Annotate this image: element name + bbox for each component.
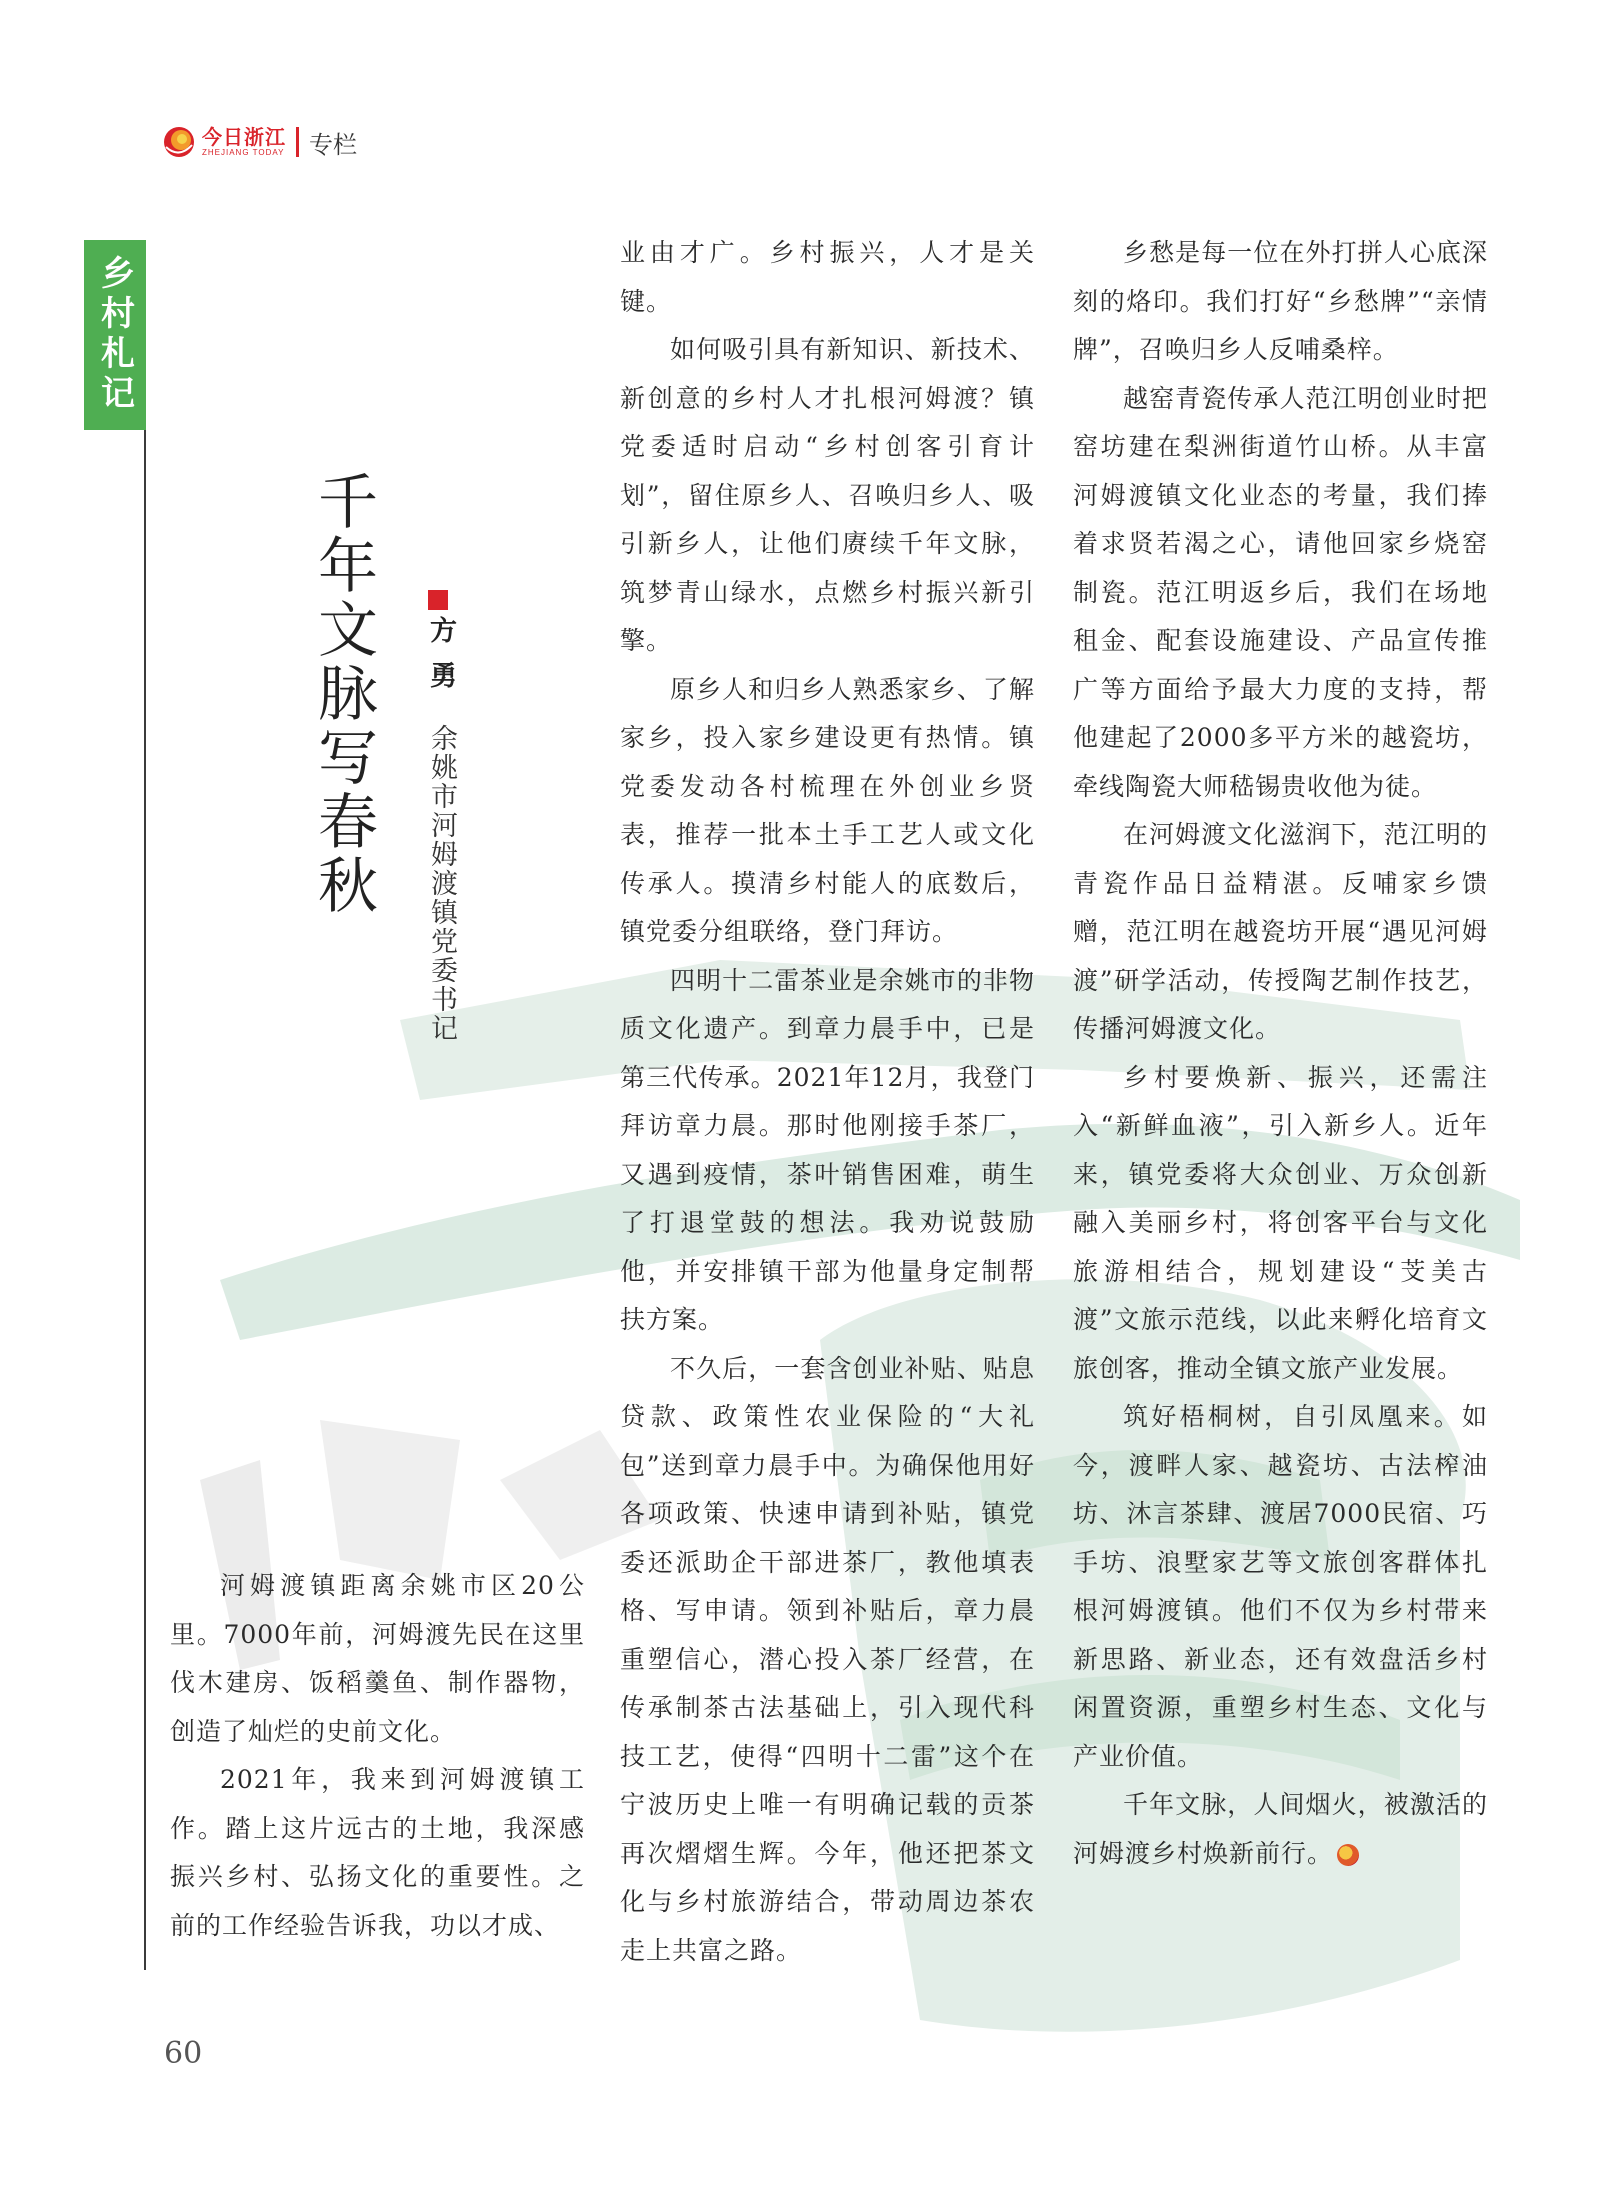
column-tag: 乡村札记 <box>84 240 146 430</box>
section-label: 专栏 <box>309 130 357 159</box>
paragraph: 四明十二雷茶业是余姚市的非物质文化遗产。到章力晨手中，已是第三代传承。2021年12月，我登门拜访章力晨。那时他刚接手茶厂，又遇到疫情，茶叶销售困难，萌生了打退堂鼓的想法。我劝说鼓励他，并安排镇干部为他量身定制帮扶方案。 <box>620 965 1035 1334</box>
paragraph: 如何吸引具有新知识、新技术、新创意的乡村人才扎根河姆渡？镇党委适时启动“乡村创客引育计划”，留住原乡人、召唤归乡人、吸引新乡人，让他们赓续千年文脉，筑梦青山绿水，点燃乡村振兴新引擎。 <box>620 335 1035 655</box>
page-number: 60 <box>164 2036 203 2071</box>
article-title: 千年文脉写春秋 <box>308 470 378 918</box>
paragraph: 越窑青瓷传承人范江明创业时把窑坊建在梨洲街道竹山桥。从丰富河姆渡镇文化业态的考量，我们捧着求贤若渴之心，请他回家乡烧窑制瓷。范江明返乡后，我们在场地租金、配套设施建设、产品宣传推广等方面给予最大力度的支持，帮他建起了2000多平方米的越瓷坊，牵线陶瓷大师嵇锡贵收他为徒。 <box>1073 383 1488 801</box>
paragraph: 业由才广。乡村振兴，人才是关键。 <box>620 238 1035 316</box>
author-name: 方勇 <box>425 616 456 706</box>
end-mark-icon <box>1337 1844 1359 1866</box>
paragraph: 在河姆渡文化滋润下，范江明的青瓷作品日益精湛。反哺家乡馈赠，范江明在越瓷坊开展“遇见河姆渡”研学活动，传授陶艺制作技艺，传播河姆渡文化。 <box>1073 820 1488 1043</box>
author-affiliation: 余姚市河姆渡镇党委书记 <box>426 724 457 1043</box>
paragraph-text: 千年文脉，人间烟火，被激活的河姆渡乡村焕新前行。 <box>1073 1790 1488 1868</box>
paragraph: 乡愁是每一位在外打拼人心底深刻的烙印。我们打好“乡愁牌”“亲情牌”，召唤归乡人反哺桑梓。 <box>1073 238 1488 364</box>
paragraph: 乡村要焕新、振兴，还需注入“新鲜血液”，引入新乡人。近年来，镇党委将大众创业、万众创新融入美丽乡村，将创客平台与文化旅游相结合，规划建设“芠美古渡”文旅示范线，以此来孵化培育文旅创客，推动全镇文旅产业发展。 <box>1073 1062 1488 1383</box>
paragraph: 原乡人和归乡人熟悉家乡、了解家乡，投入家乡建设更有热情。镇党委发动各村梳理在外创业乡贤表，推荐一批本土手工艺人或文化传承人。摸清乡村能人的底数后，镇党委分组联络，登门拜访。 <box>620 674 1035 946</box>
left-divider <box>144 430 146 1970</box>
logo-separator <box>296 127 299 157</box>
text-column-3 <box>1073 229 1488 1878</box>
author-marker <box>428 590 448 610</box>
paragraph: 筑好梧桐树，自引凤凰来。如今，渡畔人家、越瓷坊、古法榨油坊、沐言茶肆、渡居7000民宿、巧手坊、浪墅家艺等文旅创客群体扎根河姆渡镇。他们不仅为乡村带来新思路、新业态，还有效盘活乡村闲置资源，重塑乡村生态、文化与产业价值。 <box>1073 1402 1488 1771</box>
magazine-logo <box>162 120 357 164</box>
paragraph: 不久后，一套含创业补贴、贴息贷款、政策性农业保险的“大礼包”送到章力晨手中。为确保他用好各项政策、快速申请到补贴，镇党委还派助企干部进茶厂，教他填表格、写申请。领到补贴后，章力晨重塑信心，潜心投入茶厂经营，在传承制茶古法基础上，引入现代科技工艺，使得“四明十二雷”这个在宁波历史上唯一有明确记载的贡茶再次熠熠生辉。今年，他还把茶文化与乡村旅游结合，带动周边茶农走上共富之路。 <box>620 1353 1035 1965</box>
text-column-1 <box>170 1562 585 1950</box>
closing-paragraph <box>1073 1781 1488 1878</box>
text-column-2 <box>620 229 1035 1975</box>
paragraph: 河姆渡镇距离余姚市区20公里。7000年前，河姆渡先民在这里伐木建房、饭稻羹鱼、制作器物，创造了灿烂的史前文化。 <box>170 1571 585 1746</box>
logo-english-name: ZHEJIANG TODAY <box>202 148 285 157</box>
swirl-logo-icon <box>162 125 196 159</box>
paragraph: 2021年，我来到河姆渡镇工作。踏上这片远古的土地，我深感振兴乡村、弘扬文化的重要性。之前的工作经验告诉我，功以才成、 <box>170 1765 585 1940</box>
logo-text <box>202 127 286 157</box>
logo-chinese-name: 今日浙江 <box>202 125 286 149</box>
